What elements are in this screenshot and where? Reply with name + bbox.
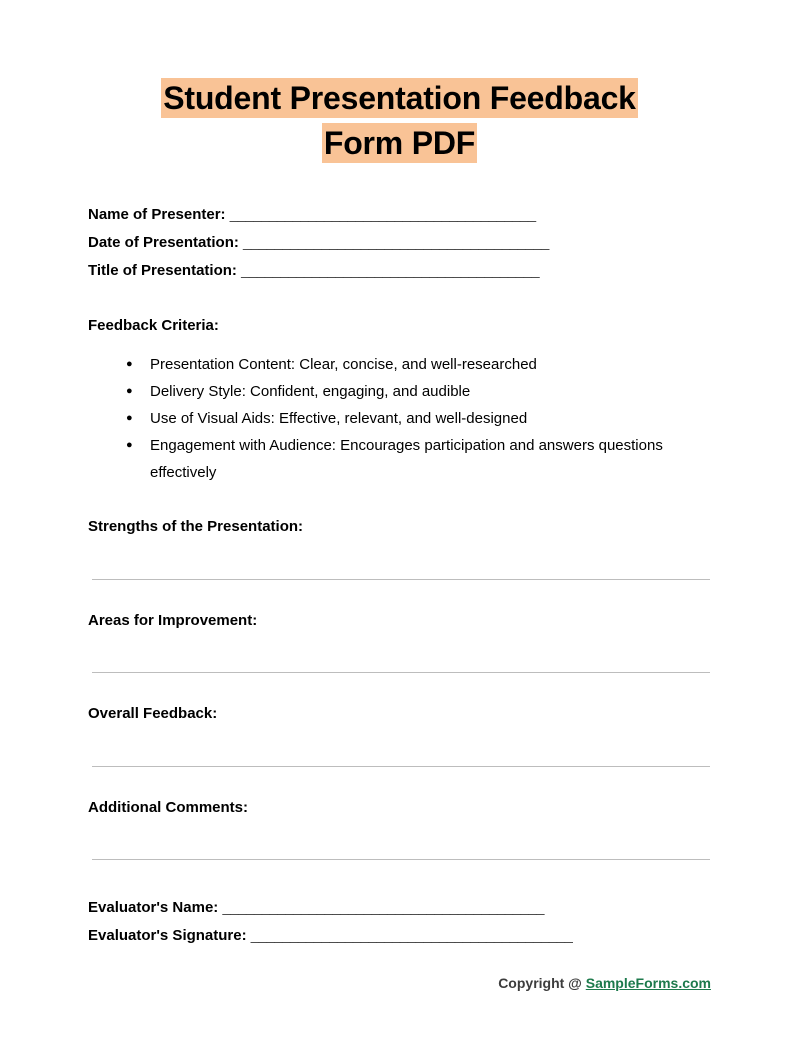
field-fill-line[interactable]: ______________________________________ (241, 261, 540, 279)
field-label: Evaluator's Name: (88, 899, 219, 917)
field-fill-line[interactable]: _________________________________________ (222, 899, 545, 917)
answer-line[interactable] (92, 765, 710, 767)
answer-line[interactable] (92, 858, 710, 860)
list-item: ● Use of Visual Aids: Effective, relevant, and well-designed (116, 405, 711, 432)
field-evaluator-signature (88, 922, 711, 950)
feedback-criteria-heading: Feedback Criteria: (88, 316, 219, 334)
sampleforms-link[interactable]: SampleForms.com (585, 975, 711, 991)
section-label: Additional Comments: (88, 798, 248, 816)
page-title (88, 0, 711, 167)
list-item: ● Presentation Content: Clear, concise, and well-researched (116, 351, 711, 378)
section-label: Strengths of the Presentation: (88, 518, 304, 536)
answer-line[interactable] (92, 578, 710, 580)
field-label: Name of Presenter: (88, 205, 226, 223)
list-item: ● Engagement with Audience: Encourages participation and answers questions effectively (116, 432, 711, 486)
field-label: Date of Presentation: (88, 233, 239, 251)
answer-line[interactable] (92, 671, 710, 673)
page-title-line-1: Student Presentation Feedback (163, 80, 636, 116)
feedback-criteria-list (88, 351, 711, 486)
page-title-line-2: Form PDF (323, 125, 476, 162)
presenter-fields (88, 201, 711, 285)
section-overall-feedback (88, 703, 711, 767)
section-areas-for-improvement (88, 610, 711, 674)
field-date-of-presentation (88, 229, 711, 257)
field-fill-line[interactable]: _______________________________________ (243, 233, 549, 251)
footer (0, 975, 799, 991)
field-label: Evaluator's Signature: (88, 927, 247, 945)
field-fill-line[interactable]: _______________________________________ (229, 205, 536, 223)
section-strengths (88, 516, 711, 580)
section-label: Overall Feedback: (88, 705, 218, 723)
section-label: Areas for Improvement: (88, 611, 258, 629)
field-title-of-presentation (88, 257, 711, 285)
evaluator-fields (88, 894, 711, 950)
field-fill-line[interactable]: _________________________________________ (250, 927, 573, 945)
field-name-of-presenter (88, 201, 711, 229)
section-additional-comments (88, 797, 711, 861)
field-label: Title of Presentation: (88, 261, 237, 279)
copyright-text: Copyright @ (498, 975, 582, 991)
list-item: ● Delivery Style: Confident, engaging, and audible (116, 378, 711, 405)
field-evaluator-name (88, 894, 711, 922)
